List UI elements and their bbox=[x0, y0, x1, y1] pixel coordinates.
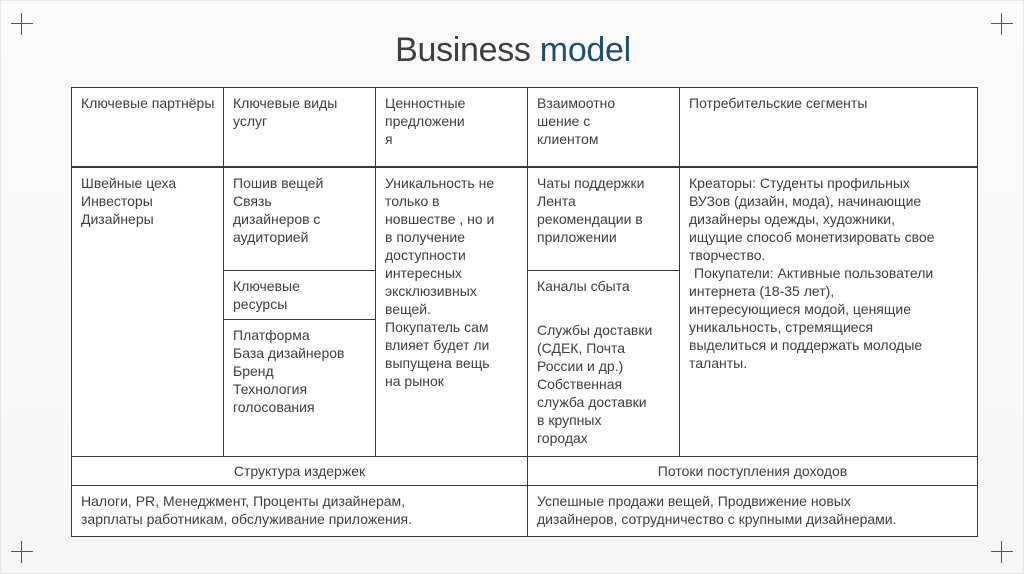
cell-value-propositions bbox=[376, 167, 528, 457]
list-item: Инвесторы bbox=[81, 193, 153, 209]
text-line: только в bbox=[385, 193, 440, 209]
text-line: в получение bbox=[385, 229, 465, 245]
cell-cost-structure bbox=[72, 486, 528, 537]
list-item: Швейные цеха bbox=[81, 175, 177, 191]
text-line: таланты. bbox=[689, 355, 748, 371]
list-item: приложении bbox=[537, 229, 617, 245]
list-item: дизайнеров с bbox=[233, 211, 321, 227]
cell-key-partners bbox=[72, 167, 224, 457]
text-line: влияет будет ли bbox=[385, 337, 490, 353]
list-item: Чаты поддержки bbox=[537, 175, 645, 191]
spacer bbox=[537, 295, 671, 321]
header-line: предложени bbox=[385, 113, 465, 129]
channels-header: Каналы сбыта bbox=[537, 278, 630, 294]
list-item: аудиторией bbox=[233, 229, 309, 245]
list-item: Пошив вещей bbox=[233, 175, 324, 191]
list-item: рекомендации в bbox=[537, 211, 643, 227]
text-line: дизайнеров, сотрудничество с крупными дизайнерами. bbox=[537, 511, 897, 527]
cell-customer-segments bbox=[680, 167, 978, 457]
text-line: выпущена вещь bbox=[385, 355, 490, 371]
slide-title bbox=[1, 31, 1024, 70]
header-customer-segments: Потребительские сегменты bbox=[680, 88, 978, 168]
text-line: Креаторы: Студенты профильных bbox=[689, 175, 910, 191]
list-item: Технология bbox=[233, 381, 308, 397]
header-cost-structure: Структура издержек bbox=[72, 457, 528, 486]
crosshair-icon bbox=[991, 541, 1013, 563]
list-item: в крупных bbox=[537, 412, 602, 428]
header-key-partners: Ключевые партнёры bbox=[72, 88, 224, 168]
text-line: ВУЗов (дизайн, мода), начинающие bbox=[689, 193, 922, 209]
header-line: Ценностные bbox=[385, 95, 466, 111]
text-line: Покупатель сам bbox=[385, 319, 489, 335]
text-line: доступности bbox=[385, 247, 466, 263]
list-item: Собственная bbox=[537, 376, 623, 392]
list-item: Дизайнеры bbox=[81, 211, 154, 227]
title-part-business: Business bbox=[395, 31, 531, 69]
text-line: эксклюзивных bbox=[385, 283, 477, 299]
text-line: вещей. bbox=[385, 301, 431, 317]
crosshair-icon bbox=[11, 541, 33, 563]
cell-key-activities bbox=[224, 167, 376, 271]
text-line: на рынок bbox=[385, 373, 444, 389]
list-item: голосования bbox=[233, 399, 315, 415]
title-part-model: model bbox=[539, 31, 631, 69]
text-line: интересующиеся модой, ценящие bbox=[689, 301, 912, 317]
text-line: Ключевые bbox=[233, 278, 300, 294]
cell-key-resources-header bbox=[224, 271, 376, 320]
header-line: я bbox=[385, 131, 393, 147]
text-line: зарплаты работникам, обслуживание приложения. bbox=[81, 511, 413, 527]
cell-customer-relationships bbox=[528, 167, 680, 271]
text-line: интересных bbox=[385, 265, 462, 281]
list-item: Лента bbox=[537, 193, 576, 209]
text-line: дизайнеры одежды, художники, bbox=[689, 211, 896, 227]
list-item: России и др.) bbox=[537, 358, 624, 374]
text-line: Уникальность не bbox=[385, 175, 495, 191]
list-item: служба доставки bbox=[537, 394, 647, 410]
header-value-propositions bbox=[376, 88, 528, 168]
text-line: Покупатели: Активные пользователи bbox=[694, 265, 934, 281]
header-revenue-streams: Потоки поступления доходов bbox=[528, 457, 978, 486]
text-line: интернета (18-35 лет), bbox=[689, 283, 835, 299]
header-key-activities: Ключевые виды услуг bbox=[224, 88, 376, 168]
header-customer-relationships bbox=[528, 88, 680, 168]
list-item: (СДЕК, Почта bbox=[537, 340, 626, 356]
business-model-canvas bbox=[71, 87, 978, 537]
text-line: Успешные продажи вещей, Продвижение новых bbox=[537, 493, 851, 509]
header-line: шение с bbox=[537, 113, 591, 129]
list-item: База дизайнеров bbox=[233, 345, 345, 361]
text-line: выделиться и поддержать молодые bbox=[689, 337, 923, 353]
text-line: творчество. bbox=[689, 247, 766, 263]
text-line: новшестве , но и bbox=[385, 211, 495, 227]
cell-channels bbox=[528, 271, 680, 457]
list-item: Платформа bbox=[233, 327, 310, 343]
text-line: уникальность, стремящиеся bbox=[689, 319, 874, 335]
cell-revenue-streams bbox=[528, 486, 978, 537]
header-line: клиентом bbox=[537, 131, 599, 147]
list-item: Связь bbox=[233, 193, 272, 209]
cell-key-resources bbox=[224, 320, 376, 457]
header-line: Взаимоотно bbox=[537, 95, 616, 111]
list-item: Бренд bbox=[233, 363, 274, 379]
list-item: городах bbox=[537, 430, 588, 446]
text-line: ищущие способ монетизировать свое bbox=[689, 229, 935, 245]
list-item: Службы доставки bbox=[537, 322, 653, 338]
text-line: ресурсы bbox=[233, 296, 288, 312]
text-line: Налоги, PR, Менеджмент, Проценты дизайнерам, bbox=[81, 493, 406, 509]
